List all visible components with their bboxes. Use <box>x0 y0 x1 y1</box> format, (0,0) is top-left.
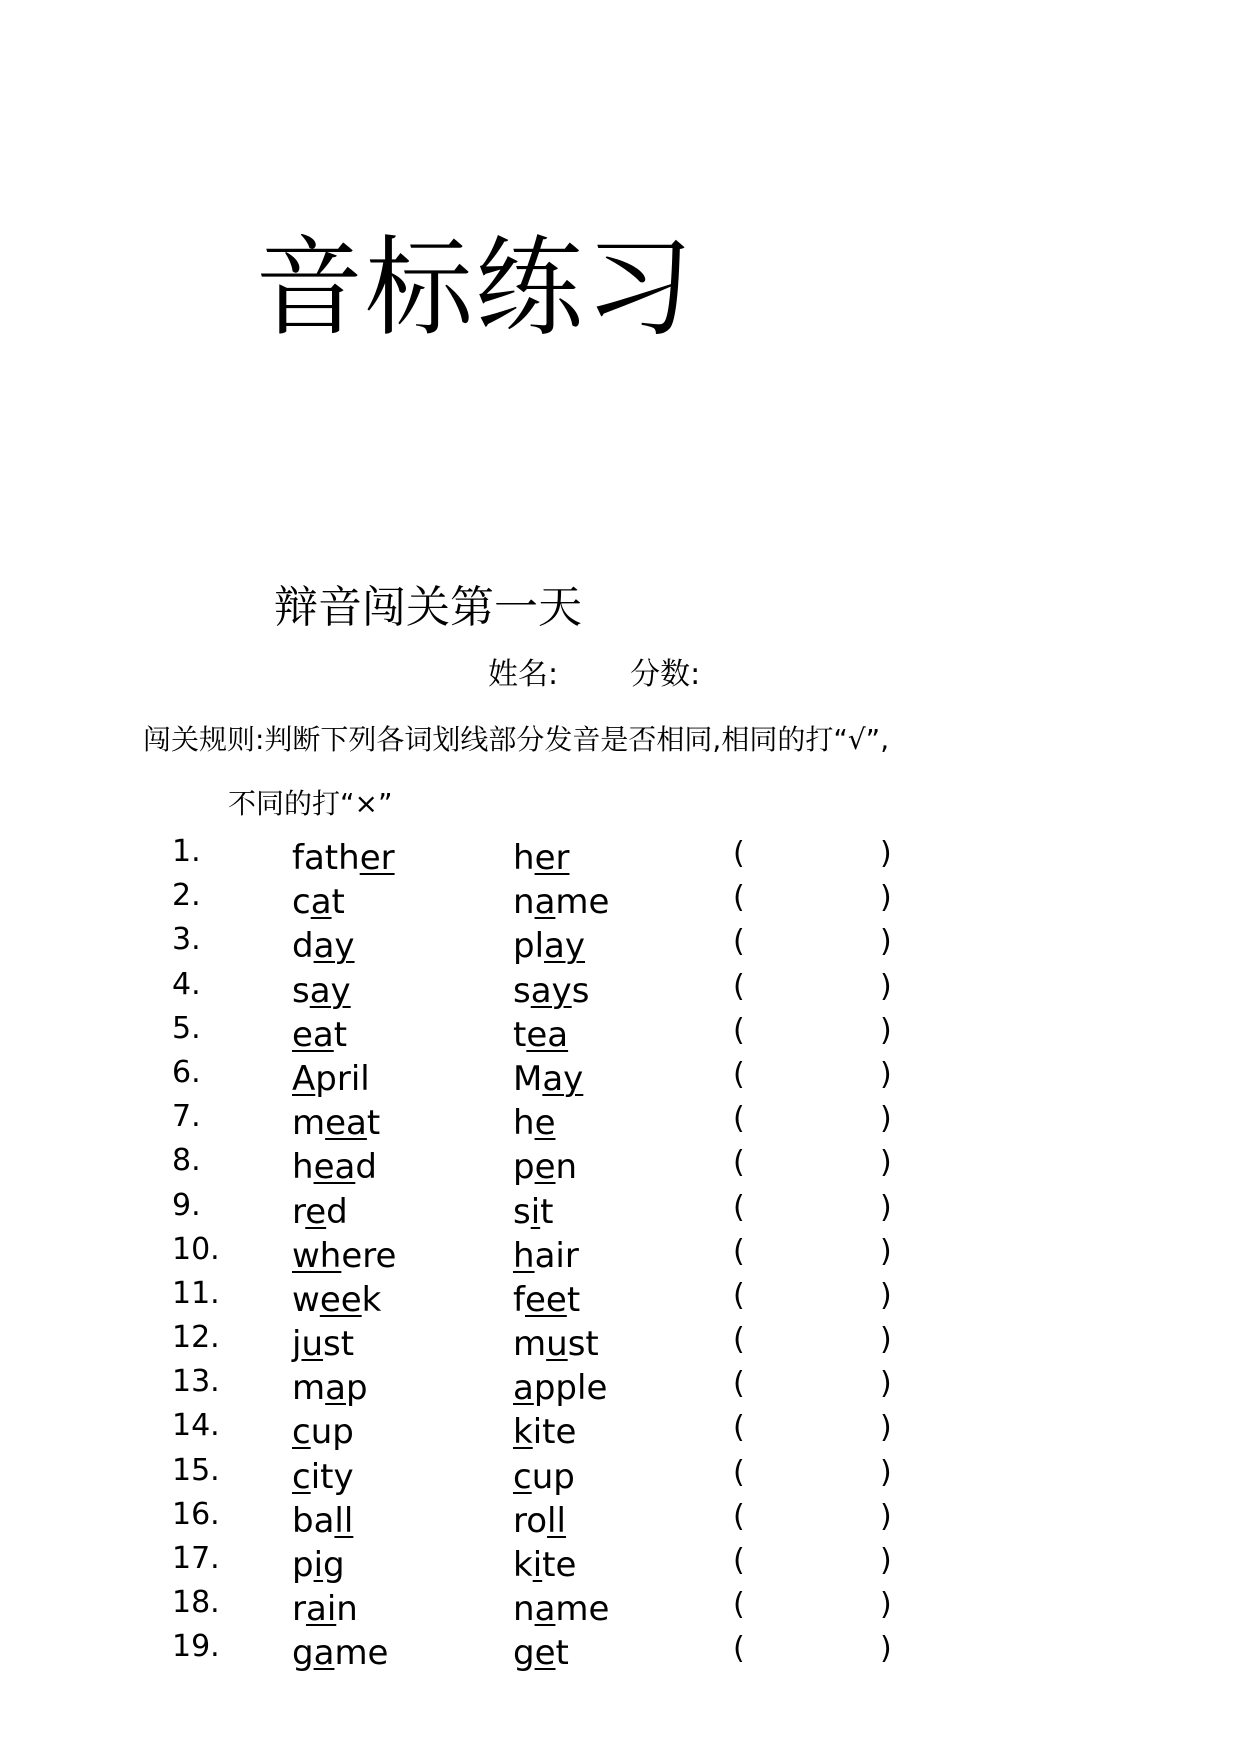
underlined-part: c <box>292 1456 311 1497</box>
page-subtitle: 辩音闯关第一天 <box>274 582 582 633</box>
word-part: p <box>513 1147 535 1188</box>
word-first <box>292 1279 382 1320</box>
word-second <box>513 1500 566 1541</box>
underlined-part: c <box>292 1412 311 1453</box>
answer-close-paren: ) <box>880 1410 892 1446</box>
answer-close-paren: ) <box>880 1631 892 1667</box>
answer-open-paren: ( <box>733 968 745 1004</box>
answer-close-paren: ) <box>880 924 892 960</box>
item-number: 9. <box>172 1187 201 1223</box>
item-number: 8. <box>172 1143 201 1179</box>
word-part: t <box>366 1103 381 1144</box>
word-second <box>513 838 570 878</box>
word-part: st <box>567 1324 599 1365</box>
word-second <box>513 1103 556 1144</box>
underlined-part: ll <box>547 1500 566 1541</box>
item-number: 6. <box>172 1054 201 1090</box>
word-first <box>292 838 395 878</box>
underlined-part: ai <box>305 1589 337 1630</box>
exercise-row <box>0 1098 1241 1142</box>
item-number: 5. <box>172 1010 201 1046</box>
word-part: r <box>292 1589 306 1630</box>
word-first <box>292 1147 377 1188</box>
underlined-part: e <box>534 1103 556 1144</box>
word-part: h <box>513 1103 535 1144</box>
answer-close-paren: ) <box>880 1277 892 1313</box>
word-part: t <box>540 1191 554 1232</box>
item-number: 15. <box>172 1452 220 1488</box>
underlined-part: a <box>513 1368 534 1409</box>
word-part: ity <box>310 1456 354 1497</box>
word-part: pple <box>533 1368 608 1409</box>
exercise-row <box>0 1142 1241 1186</box>
exercise-row <box>0 1584 1241 1628</box>
item-number: 4. <box>172 966 201 1002</box>
answer-close-paren: ) <box>880 968 892 1004</box>
answer-open-paren: ( <box>733 1454 745 1490</box>
answer-open-paren: ( <box>733 1366 745 1402</box>
word-part: up <box>531 1456 575 1497</box>
exercise-row <box>0 921 1241 965</box>
item-number: 11. <box>172 1275 220 1311</box>
word-part: s <box>292 970 310 1011</box>
underlined-part: a <box>534 882 556 923</box>
word-first <box>292 1058 370 1099</box>
item-number: 3. <box>172 922 201 958</box>
answer-close-paren: ) <box>880 1587 892 1623</box>
name-score-line <box>488 657 701 692</box>
underlined-part: ay <box>542 1058 584 1099</box>
underlined-part: e <box>305 1191 327 1232</box>
word-part: k <box>513 1545 533 1585</box>
answer-open-paren: ( <box>733 1322 745 1358</box>
word-part: d <box>355 1147 377 1188</box>
word-first <box>292 1412 354 1453</box>
word-part: n <box>555 1147 578 1188</box>
word-part: r <box>292 1191 306 1232</box>
exercise-row <box>0 1407 1241 1451</box>
word-first <box>292 1191 348 1232</box>
answer-open-paren: ( <box>733 1410 745 1446</box>
word-part: h <box>292 1147 314 1188</box>
word-part: k <box>361 1279 382 1320</box>
underlined-part: ee <box>319 1279 362 1320</box>
underlined-part: ea <box>292 1014 334 1055</box>
word-part: m <box>292 1368 326 1409</box>
underlined-part: a <box>313 1633 335 1674</box>
word-first <box>292 1589 358 1630</box>
answer-open-paren: ( <box>733 1056 745 1092</box>
word-first <box>292 1235 397 1276</box>
word-second <box>513 1412 577 1453</box>
word-first <box>292 1324 355 1365</box>
word-second <box>513 1545 577 1585</box>
item-number: 14. <box>172 1408 220 1444</box>
name-label: 姓名: <box>488 657 559 692</box>
word-second <box>513 1058 584 1099</box>
answer-open-paren: ( <box>733 1233 745 1269</box>
exercise-row <box>0 877 1241 921</box>
word-part: me <box>555 1589 610 1630</box>
exercise-row <box>0 1363 1241 1407</box>
word-part: air <box>534 1235 579 1276</box>
word-part: t <box>333 1014 348 1055</box>
answer-open-paren: ( <box>733 1012 745 1048</box>
exercise-row <box>0 1275 1241 1319</box>
word-part: s <box>513 1191 531 1232</box>
underlined-part: ay <box>530 970 572 1011</box>
word-part: ro <box>513 1500 548 1541</box>
answer-close-paren: ) <box>880 1454 892 1490</box>
exercise-row <box>0 1054 1241 1098</box>
word-first <box>292 970 351 1011</box>
underlined-part: k <box>513 1412 533 1453</box>
word-first <box>292 1633 389 1674</box>
answer-open-paren: ( <box>733 836 745 871</box>
word-second <box>513 1456 575 1497</box>
answer-close-paren: ) <box>880 836 892 871</box>
word-part: ba <box>292 1500 335 1541</box>
word-first <box>292 1103 381 1144</box>
word-first <box>292 1368 368 1409</box>
item-number: 12. <box>172 1320 220 1356</box>
answer-open-paren: ( <box>733 1145 745 1181</box>
underlined-part: i <box>530 1191 541 1232</box>
exercise-row <box>0 1231 1241 1275</box>
word-part: me <box>555 882 610 923</box>
item-number: 2. <box>172 878 201 914</box>
word-part: p <box>345 1368 368 1409</box>
rules-line-2: 不同的打“×” <box>228 787 393 820</box>
word-part: p <box>292 1545 314 1585</box>
underlined-part: wh <box>292 1235 342 1276</box>
word-part: pril <box>315 1058 370 1099</box>
answer-close-paren: ) <box>880 1543 892 1578</box>
underlined-part: A <box>292 1058 316 1099</box>
underlined-part: i <box>313 1545 324 1585</box>
word-part: pl <box>513 926 545 967</box>
exercise-row <box>0 1452 1241 1496</box>
word-first <box>292 1456 354 1497</box>
word-part: n <box>513 882 535 923</box>
item-number: 13. <box>172 1364 220 1400</box>
answer-close-paren: ) <box>880 1145 892 1181</box>
word-part: fath <box>292 838 360 878</box>
word-part: j <box>292 1324 302 1365</box>
exercise-row <box>0 1319 1241 1363</box>
word-part: t <box>513 1014 527 1055</box>
answer-open-paren: ( <box>733 1101 745 1137</box>
word-second <box>513 1279 581 1320</box>
underlined-part: ll <box>334 1500 354 1541</box>
answer-close-paren: ) <box>880 1012 892 1048</box>
word-first <box>292 882 345 923</box>
underlined-part: c <box>513 1456 532 1497</box>
word-second <box>513 970 590 1011</box>
exercise-row <box>0 833 1241 877</box>
underlined-part: ee <box>524 1279 567 1320</box>
word-part: te <box>542 1545 577 1585</box>
word-part: t <box>331 882 345 923</box>
underlined-part: h <box>513 1235 535 1276</box>
word-part: t <box>566 1279 581 1320</box>
answer-open-paren: ( <box>733 1498 745 1534</box>
answer-open-paren: ( <box>733 1543 745 1578</box>
underlined-part: ay <box>309 970 351 1011</box>
underlined-part: e <box>534 1147 556 1188</box>
word-part: c <box>292 882 311 923</box>
underlined-part: a <box>310 882 332 923</box>
answer-open-paren: ( <box>733 924 745 960</box>
rules-line-1: 闯关规则:判断下列各词划线部分发音是否相同,相同的打“√”, <box>143 723 890 756</box>
answer-close-paren: ) <box>880 1101 892 1137</box>
item-number: 1. <box>172 834 201 869</box>
underlined-part: ea <box>325 1103 367 1144</box>
word-second <box>513 1368 608 1409</box>
answer-close-paren: ) <box>880 1056 892 1092</box>
underlined-part: i <box>532 1545 543 1585</box>
page-title: 音标练习 <box>255 226 696 351</box>
word-second <box>513 1235 579 1276</box>
word-first <box>292 1500 354 1541</box>
exercise-list <box>0 833 1241 1673</box>
exercise-row <box>0 1628 1241 1672</box>
item-number: 17. <box>172 1541 220 1576</box>
word-second <box>513 1014 569 1055</box>
word-first <box>292 926 355 967</box>
exercise-row <box>0 1010 1241 1054</box>
word-part: up <box>310 1412 354 1453</box>
answer-open-paren: ( <box>733 1631 745 1667</box>
word-second <box>513 926 585 967</box>
answer-close-paren: ) <box>880 880 892 916</box>
answer-close-paren: ) <box>880 1189 892 1225</box>
word-part: w <box>292 1279 320 1320</box>
word-part: t <box>555 1633 569 1674</box>
answer-open-paren: ( <box>733 1189 745 1225</box>
word-part: M <box>513 1058 543 1099</box>
word-part: d <box>292 926 314 967</box>
word-part: g <box>513 1633 535 1674</box>
word-second <box>513 1589 610 1630</box>
underlined-part: u <box>546 1324 568 1365</box>
word-second <box>513 1324 599 1365</box>
word-part: ere <box>341 1235 397 1276</box>
word-part: me <box>334 1633 389 1674</box>
word-part: g <box>323 1545 345 1585</box>
item-number: 10. <box>172 1231 220 1267</box>
item-number: 19. <box>172 1629 220 1665</box>
word-part: ite <box>532 1412 577 1453</box>
word-second <box>513 1191 554 1232</box>
answer-close-paren: ) <box>880 1322 892 1358</box>
answer-open-paren: ( <box>733 1587 745 1623</box>
word-part: m <box>292 1103 326 1144</box>
score-label: 分数: <box>630 657 701 692</box>
answer-close-paren: ) <box>880 1366 892 1402</box>
underlined-part: ea <box>313 1147 356 1188</box>
answer-close-paren: ) <box>880 1233 892 1269</box>
underlined-part: er <box>359 838 395 878</box>
underlined-part: a <box>534 1589 556 1630</box>
word-first <box>292 1545 345 1585</box>
underlined-part: ay <box>544 926 585 967</box>
word-part: f <box>513 1279 525 1320</box>
exercise-row <box>0 1187 1241 1231</box>
word-part: st <box>323 1324 355 1365</box>
answer-open-paren: ( <box>733 1277 745 1313</box>
underlined-part: ea <box>526 1014 569 1055</box>
word-part: m <box>513 1324 547 1365</box>
word-second <box>513 882 610 923</box>
item-number: 18. <box>172 1585 220 1621</box>
answer-close-paren: ) <box>880 1498 892 1534</box>
exercise-row <box>0 966 1241 1010</box>
item-number: 7. <box>172 1099 201 1135</box>
exercise-row <box>0 1540 1241 1584</box>
underlined-part: ay <box>313 926 355 967</box>
underlined-part: u <box>301 1324 324 1365</box>
item-number: 16. <box>172 1496 220 1532</box>
word-part: s <box>571 970 590 1011</box>
exercise-row <box>0 1496 1241 1540</box>
word-part: s <box>513 970 531 1011</box>
word-first <box>292 1014 348 1055</box>
answer-open-paren: ( <box>733 880 745 916</box>
word-part: n <box>513 1589 535 1630</box>
word-part: g <box>292 1633 314 1674</box>
word-second <box>513 1147 578 1188</box>
underlined-part: a <box>325 1368 346 1409</box>
underlined-part: e <box>534 1633 556 1674</box>
word-part: n <box>336 1589 358 1630</box>
word-part: h <box>513 838 535 878</box>
word-part: d <box>326 1191 348 1232</box>
underlined-part: er <box>534 838 570 878</box>
word-second <box>513 1633 569 1674</box>
